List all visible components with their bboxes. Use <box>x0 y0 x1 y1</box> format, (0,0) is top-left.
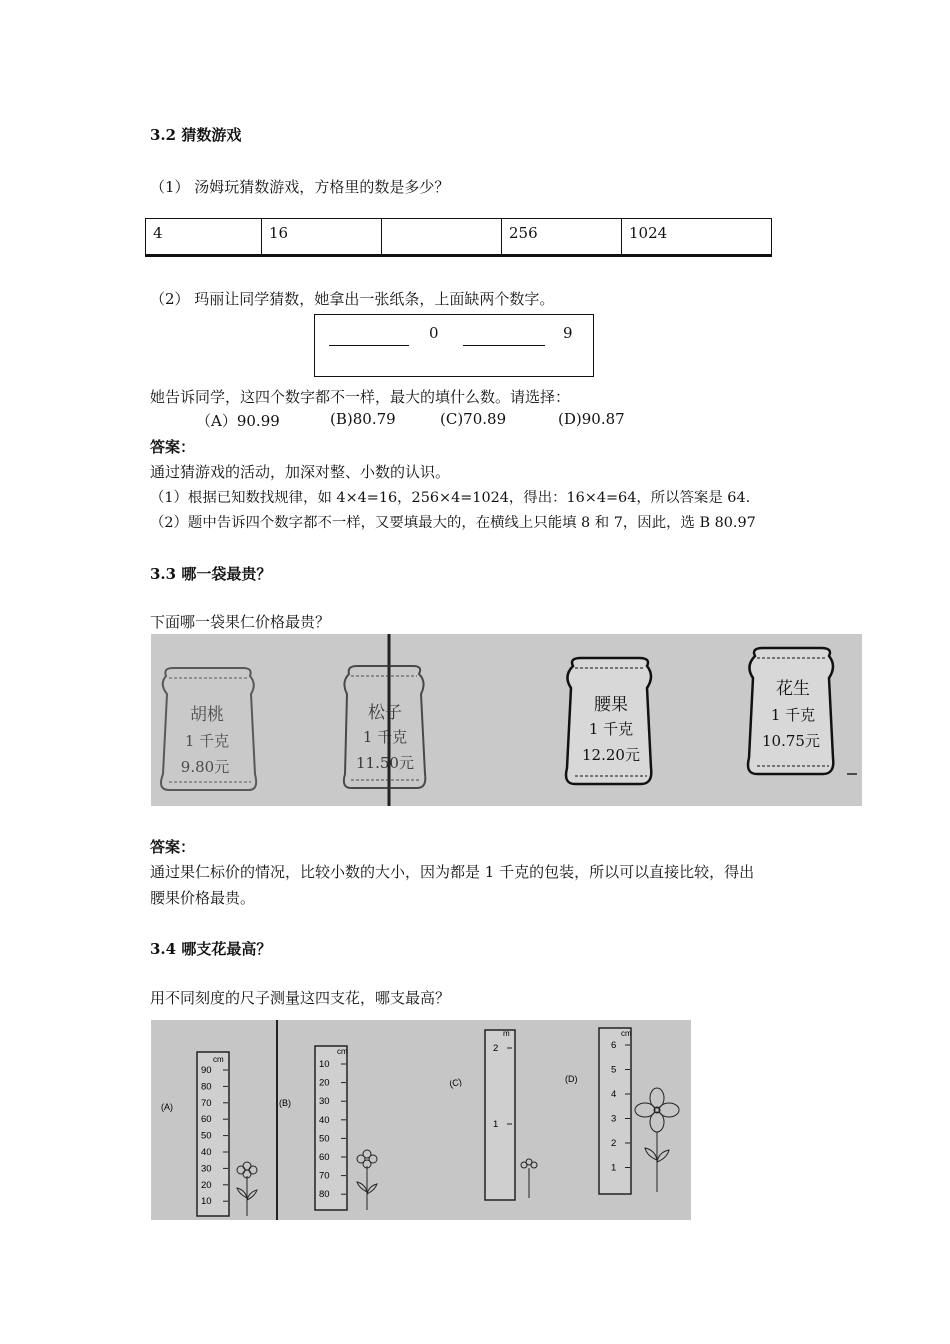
question: 下面哪一袋果仁价格最贵？ <box>150 613 331 631</box>
bag-unit: 1 千克 <box>362 728 408 746</box>
ruler-tick-label: 70 <box>319 1170 330 1182</box>
answer-text: （2）题中告诉四个数字都不一样，又要填最大的，在横线上只能填 8 和 7，因此，选 B 80.97 <box>150 515 756 531</box>
blank-line <box>463 345 545 346</box>
svg-text:cm: cm <box>621 1029 632 1038</box>
sequence-cell: 4 <box>146 219 262 256</box>
ruler-tick-label: 5 <box>611 1064 617 1076</box>
ruler-tick-label: 2 <box>493 1043 499 1054</box>
ruler-tick-label: 60 <box>319 1152 330 1163</box>
ruler-tick-label: 2 <box>611 1138 617 1149</box>
ruler-tick-label: 90 <box>201 1065 212 1076</box>
sequence-cell: 256 <box>502 219 622 256</box>
option-c: (C)70.89 <box>440 410 507 428</box>
answer-text: 通过猜游戏的活动，加深对整、小数的认识。 <box>150 463 451 481</box>
paper-strip <box>314 314 594 377</box>
ruler-tick-label: 1 <box>611 1162 617 1174</box>
answer-label: 答案： <box>150 838 196 856</box>
bag-unit: 1 千克 <box>184 732 230 750</box>
sequence-cell-blank <box>382 219 502 256</box>
bag-name: 花生 <box>776 679 810 699</box>
ruler-tick-label: 10 <box>201 1196 212 1208</box>
ruler-tick-label: 80 <box>319 1189 330 1201</box>
question-1: （1） 汤姆玩猜数游戏，方格里的数是多少？ <box>150 178 450 196</box>
question-2: （2） 玛丽让同学猜数，她拿出一张纸条，上面缺两个数字。 <box>150 290 555 308</box>
flower-rulers-photo <box>151 1020 691 1220</box>
sequence-cell: 16 <box>262 219 382 256</box>
ruler-tick-label: 50 <box>201 1130 212 1142</box>
svg-text:cm: cm <box>213 1055 224 1064</box>
bag-price: 11.50元 <box>356 754 414 772</box>
section-title-3-3: 3.3 哪一袋最贵？ <box>150 565 272 583</box>
bag-name: 腰果 <box>594 695 628 715</box>
ruler-tick-label: 20 <box>201 1179 212 1191</box>
ruler-tick-label: 20 <box>319 1077 330 1089</box>
blank-line <box>329 345 409 346</box>
ruler-tick-label: 4 <box>611 1089 617 1100</box>
question: 用不同刻度的尺子测量这四支花，哪支最高？ <box>150 989 451 1007</box>
svg-text:(C): (C) <box>448 1076 463 1090</box>
ruler-tick-label: 80 <box>201 1081 212 1093</box>
bag-price: 9.80元 <box>180 758 230 776</box>
bag-unit: 1 千克 <box>588 720 634 738</box>
ruler-tick-label: 40 <box>319 1114 330 1126</box>
svg-text:cm: cm <box>337 1047 348 1056</box>
svg-text:(D): (D) <box>565 1074 578 1084</box>
svg-text:(A): (A) <box>161 1102 173 1112</box>
ruler-tick-label: 50 <box>319 1133 330 1145</box>
answer-text: （1）根据已知数找规律，如 4×4=16，256×4=1024，得出：16×4=64，所以答案是 64. <box>150 490 751 506</box>
ruler-tick-label: 1 <box>493 1119 499 1130</box>
nut-bags-photo <box>151 634 862 806</box>
svg-text:(B): (B) <box>279 1098 291 1108</box>
ruler-tick-label: 10 <box>319 1059 330 1070</box>
bag-name: 胡桃 <box>190 705 224 725</box>
section-title-3-4: 3.4 哪支花最高？ <box>150 940 272 958</box>
answer-text: 腰果价格最贵。 <box>150 889 256 907</box>
answer-text: 通过果仁标价的情况，比较小数的大小，因为都是 1 千克的包装，所以可以直接比较，得出 <box>150 863 755 881</box>
number-sequence-table <box>145 218 772 257</box>
ruler-tick-label: 40 <box>201 1147 212 1158</box>
svg-text:m: m <box>503 1029 510 1038</box>
nut-bag <box>566 658 651 784</box>
bag-unit: 1 千克 <box>770 706 816 724</box>
nut-bag <box>748 648 833 774</box>
bag-price: 10.75元 <box>762 732 820 750</box>
section-title-3-2: 3.2 猜数游戏 <box>150 126 242 144</box>
ruler-tick-label: 6 <box>611 1040 617 1051</box>
option-a: （A）90.99 <box>196 412 280 430</box>
answer-label: 答案： <box>150 438 196 456</box>
ruler-tick-label: 30 <box>201 1163 212 1175</box>
prompt: 她告诉同学，这四个数字都不一样，最大的填什么数。请选择： <box>150 388 571 406</box>
option-d: (D)90.87 <box>558 410 625 428</box>
ruler-tick-label: 3 <box>611 1113 617 1125</box>
ruler-tick-label: 70 <box>201 1097 212 1109</box>
bag-price: 12.20元 <box>582 746 640 764</box>
sequence-cell: 1024 <box>622 219 772 256</box>
strip-digit-9: 9 <box>563 324 573 342</box>
option-b: (B)80.79 <box>330 410 396 428</box>
ruler-tick-label: 60 <box>201 1114 212 1126</box>
ruler-tick-label: 30 <box>319 1096 330 1108</box>
bag-name: 松子 <box>368 703 402 723</box>
strip-digit-0: 0 <box>429 324 439 342</box>
